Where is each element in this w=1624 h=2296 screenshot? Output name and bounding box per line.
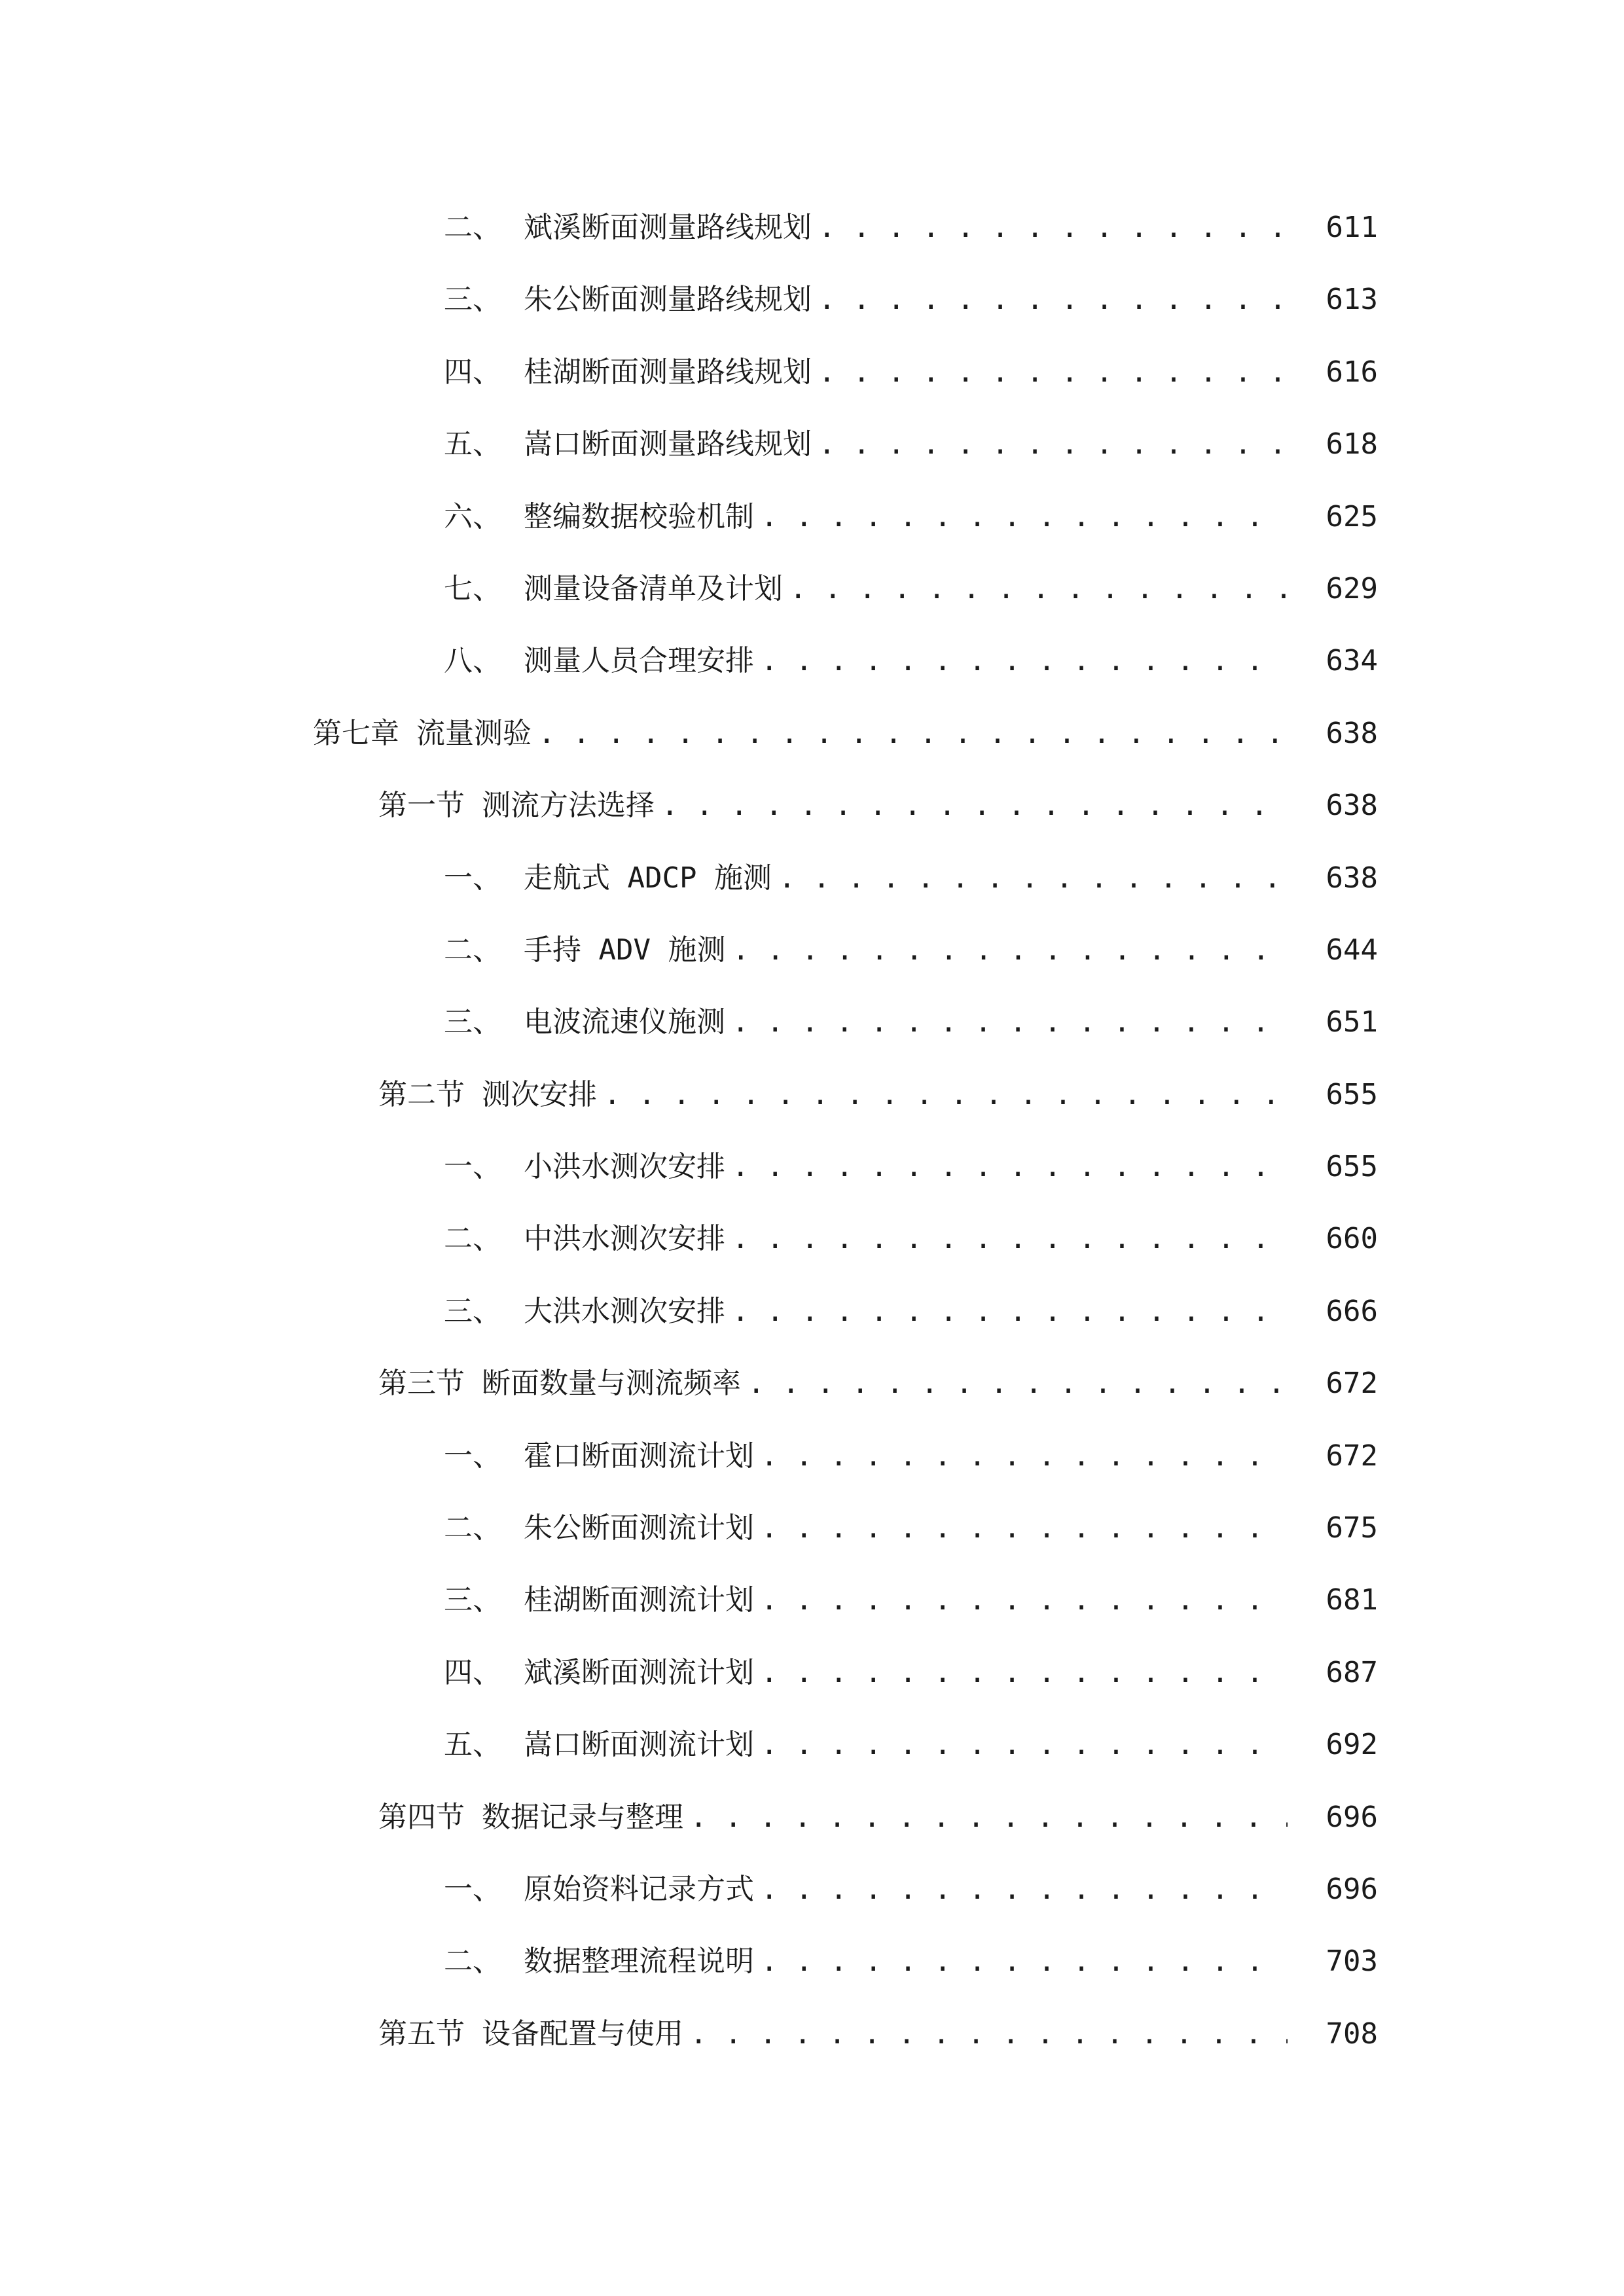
toc-entry[interactable] (0, 857, 1624, 929)
toc-entry[interactable] (0, 496, 1624, 568)
entry-number: 三、 (444, 283, 501, 317)
toc-section-entry[interactable] (0, 785, 1624, 857)
page-number: 687 (1326, 1655, 1378, 1689)
toc-entry[interactable] (0, 1218, 1624, 1290)
entry-number: 六、 (444, 499, 501, 533)
dot-leader (778, 857, 1288, 899)
entry-number: 三、 (444, 1294, 501, 1328)
entry-title: 数据整理流程说明 (524, 1945, 754, 1979)
entry-number: 一、 (444, 1872, 501, 1906)
entry-number: 五、 (444, 427, 501, 461)
dot-leader (732, 1218, 1288, 1260)
entry-title: 嵩口断面测流计划 (524, 1728, 754, 1762)
page-number: 651 (1326, 1005, 1378, 1039)
entry-title: 中洪水测次安排 (524, 1222, 725, 1256)
page-number: 611 (1326, 211, 1378, 244)
dot-leader (789, 568, 1288, 610)
entry-title: 斌溪断面测流计划 (524, 1655, 754, 1689)
entry-title: 流量测验 (416, 716, 532, 750)
entry-title: 测量人员合理安排 (524, 644, 754, 678)
page-number: 613 (1326, 283, 1378, 317)
toc-entry[interactable] (0, 423, 1624, 495)
entry-title: 整编数据校验机制 (524, 499, 754, 533)
toc-entry[interactable] (0, 1291, 1624, 1363)
dot-leader (761, 1435, 1288, 1477)
entry-title: 朱公断面测流计划 (524, 1511, 754, 1545)
dot-leader (732, 1291, 1288, 1333)
toc-entry[interactable] (0, 207, 1624, 279)
section-number: 第一节 (378, 789, 465, 823)
toc-section-entry[interactable] (0, 1363, 1624, 1435)
entry-number: 八、 (444, 644, 501, 678)
page-number: 696 (1326, 1800, 1378, 1834)
page-number: 681 (1326, 1583, 1378, 1617)
entry-title: 原始资料记录方式 (524, 1872, 754, 1906)
dot-leader (661, 785, 1288, 827)
entry-number: 七、 (444, 571, 501, 605)
page-number: 672 (1326, 1439, 1378, 1473)
dot-leader (818, 351, 1288, 393)
dot-leader (732, 929, 1288, 971)
page-number: 616 (1326, 355, 1378, 389)
section-number: 第二节 (378, 1077, 465, 1111)
entry-number: 二、 (444, 933, 501, 967)
entry-number: 五、 (444, 1728, 501, 1762)
page-number: 638 (1326, 789, 1378, 823)
entry-title: 测次安排 (482, 1077, 597, 1111)
entry-number: 一、 (444, 1150, 501, 1184)
entry-title: 朱公断面测量路线规划 (524, 283, 812, 317)
toc-section-entry[interactable] (0, 2013, 1624, 2085)
entry-number: 三、 (444, 1005, 501, 1039)
entry-title: 嵩口断面测量路线规划 (524, 427, 812, 461)
toc-section-entry[interactable] (0, 1797, 1624, 1869)
page-number: 618 (1326, 427, 1378, 461)
toc-chapter-entry[interactable] (0, 713, 1624, 785)
entry-number: 二、 (444, 1945, 501, 1979)
page-number: 660 (1326, 1222, 1378, 1256)
entry-title: 霍口断面测流计划 (524, 1439, 754, 1473)
entry-number: 一、 (444, 1439, 501, 1473)
page-number: 692 (1326, 1728, 1378, 1762)
toc-entry[interactable] (0, 351, 1624, 423)
page-number: 634 (1326, 644, 1378, 678)
entry-title: 桂湖断面测量路线规划 (524, 355, 812, 389)
toc-entry[interactable] (0, 1507, 1624, 1579)
entry-title: 测流方法选择 (482, 789, 655, 823)
dot-leader (761, 496, 1288, 538)
entry-number: 三、 (444, 1583, 501, 1617)
page-number: 675 (1326, 1511, 1378, 1545)
dot-leader (761, 640, 1288, 682)
entry-title: 断面数量与测流频率 (482, 1367, 741, 1401)
entry-number: 二、 (444, 1222, 501, 1256)
dot-leader (818, 207, 1288, 249)
dot-leader (690, 2013, 1288, 2055)
toc-entry[interactable] (0, 568, 1624, 640)
toc-entry[interactable] (0, 640, 1624, 712)
page-number: 644 (1326, 933, 1378, 967)
toc-entry[interactable] (0, 1146, 1624, 1218)
page-number: 696 (1326, 1872, 1378, 1906)
entry-title: 小洪水测次安排 (524, 1150, 725, 1184)
entry-title: 桂湖断面测流计划 (524, 1583, 754, 1617)
dot-leader (761, 1652, 1288, 1694)
dot-leader (748, 1363, 1288, 1405)
page-number: 666 (1326, 1294, 1378, 1328)
entry-title: 斌溪断面测量路线规划 (524, 211, 812, 244)
entry-title: 手持 ADV 施测 (524, 933, 726, 967)
entry-number: 四、 (444, 355, 501, 389)
toc-entry[interactable] (0, 1579, 1624, 1651)
section-number: 第三节 (378, 1367, 465, 1401)
entry-title: 电波流速仪施测 (524, 1005, 725, 1039)
dot-leader (732, 1001, 1288, 1043)
page-number: 638 (1326, 861, 1378, 895)
page-number: 703 (1326, 1945, 1378, 1979)
entry-title: 测量设备清单及计划 (524, 571, 783, 605)
toc-section-entry[interactable] (0, 1074, 1624, 1146)
entry-title: 设备配置与使用 (482, 2017, 683, 2051)
dot-leader (818, 279, 1288, 321)
dot-leader (761, 1869, 1288, 1910)
entry-number: 二、 (444, 211, 501, 244)
entry-title: 走航式 ADCP 施测 (524, 861, 772, 895)
entry-number: 一、 (444, 861, 501, 895)
toc-entry[interactable] (0, 1652, 1624, 1724)
toc-entry[interactable] (0, 929, 1624, 1001)
dot-leader (732, 1146, 1288, 1188)
dot-leader (538, 713, 1288, 755)
toc-entry[interactable] (0, 1869, 1624, 1941)
section-number: 第四节 (378, 1800, 465, 1834)
toc-entry[interactable] (0, 1724, 1624, 1796)
dot-leader (761, 1941, 1288, 1982)
page-number: 708 (1326, 2017, 1378, 2051)
page-number: 655 (1326, 1077, 1378, 1111)
toc-entry[interactable] (0, 279, 1624, 351)
page-number: 638 (1326, 716, 1378, 750)
page-number: 672 (1326, 1367, 1378, 1401)
page-number: 625 (1326, 499, 1378, 533)
entry-title: 大洪水测次安排 (524, 1294, 725, 1328)
page-number: 629 (1326, 571, 1378, 605)
dot-leader (761, 1507, 1288, 1549)
dot-leader (690, 1797, 1288, 1839)
toc-entry[interactable] (0, 1001, 1624, 1073)
toc-entry[interactable] (0, 1941, 1624, 2013)
section-number: 第五节 (378, 2017, 465, 2051)
table-of-contents (0, 207, 1624, 2085)
entry-number: 二、 (444, 1511, 501, 1545)
dot-leader (818, 423, 1288, 465)
entry-number: 四、 (444, 1655, 501, 1689)
dot-leader (761, 1724, 1288, 1766)
dot-leader (761, 1579, 1288, 1621)
entry-title: 数据记录与整理 (482, 1800, 683, 1834)
toc-entry[interactable] (0, 1435, 1624, 1507)
page-number: 655 (1326, 1150, 1378, 1184)
dot-leader (604, 1074, 1288, 1116)
chapter-number: 第七章 (313, 716, 399, 750)
